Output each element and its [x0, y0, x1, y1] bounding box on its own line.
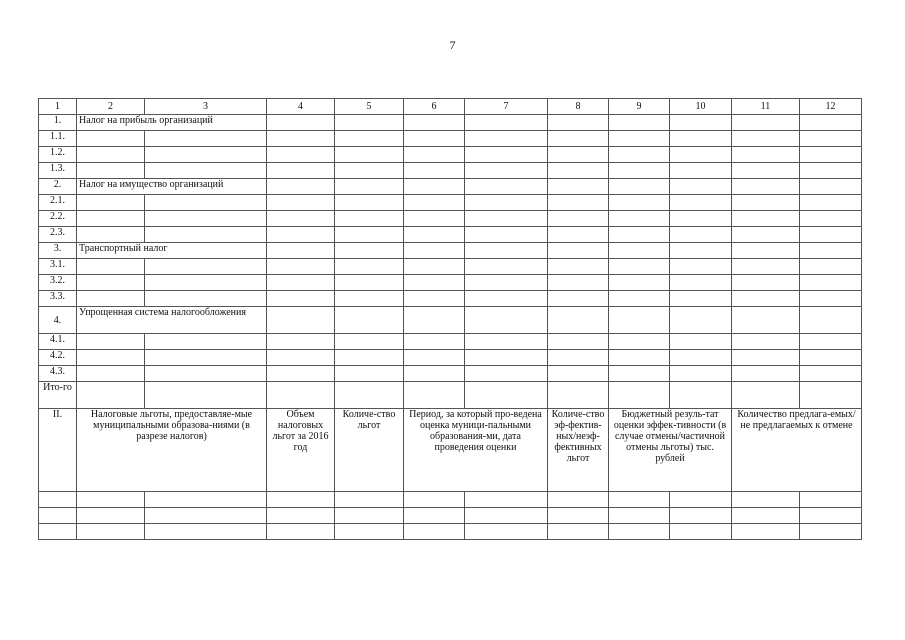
column-number: 3	[145, 99, 267, 115]
row-number: 1.1.	[39, 131, 77, 147]
subrow	[39, 195, 862, 211]
proposed-header: Количество предлага-емых/не предлагаемых к отмене	[732, 409, 862, 492]
row-number: 1.2.	[39, 147, 77, 163]
second-header-row	[39, 409, 862, 492]
count-header: Количе-ство льгот	[335, 409, 404, 492]
column-number: 10	[670, 99, 732, 115]
subrow	[39, 366, 862, 382]
section-title: Налог на имущество организаций	[77, 179, 267, 195]
row-number: 3.1.	[39, 259, 77, 275]
column-number: 7	[465, 99, 548, 115]
subrow	[39, 131, 862, 147]
row-number: 4.3.	[39, 366, 77, 382]
section-number: II.	[39, 409, 77, 492]
column-number: 2	[77, 99, 145, 115]
column-number: 1	[39, 99, 77, 115]
volume-header: Объем налоговых льгот за 2016 год	[267, 409, 335, 492]
subrow	[39, 350, 862, 366]
table-row	[39, 508, 862, 524]
row-number: 2.1.	[39, 195, 77, 211]
subrow	[39, 163, 862, 179]
column-number: 4	[267, 99, 335, 115]
section-title: Упрощенная система налогообложения	[77, 307, 267, 334]
section-number: 3.	[39, 243, 77, 259]
row-number: 3.2.	[39, 275, 77, 291]
table-row	[39, 492, 862, 508]
column-number: 5	[335, 99, 404, 115]
row-number: 4.2.	[39, 350, 77, 366]
total-label: Ито-го	[39, 382, 77, 409]
column-number: 6	[404, 99, 465, 115]
benefits-header: Налоговые льготы, предоставляе-мые муниципальными образова-ниями (в разрезе налогов)	[77, 409, 267, 492]
section-title: Налог на прибыль организаций	[77, 115, 267, 131]
period-header: Период, за который про-ведена оценка муници-пальными образования-ми, дата проведения оценки	[404, 409, 548, 492]
subrow	[39, 227, 862, 243]
row-number: 3.3.	[39, 291, 77, 307]
total-row	[39, 382, 862, 409]
column-number-row	[39, 99, 862, 115]
row-number: 2.3.	[39, 227, 77, 243]
section-row	[39, 115, 862, 131]
subrow	[39, 259, 862, 275]
subrow	[39, 334, 862, 350]
row-number: 4.1.	[39, 334, 77, 350]
subrow	[39, 291, 862, 307]
section-title: Транспортный налог	[77, 243, 267, 259]
section-number: 2.	[39, 179, 77, 195]
benefits-table	[38, 98, 862, 540]
section-row	[39, 307, 862, 334]
page-number: 7	[449, 38, 456, 52]
column-number: 8	[548, 99, 609, 115]
subrow	[39, 211, 862, 227]
section-row	[39, 179, 862, 195]
effective-header: Количе-ство эф-фектив-ных/неэф-фективных льгот	[548, 409, 609, 492]
row-number: 1.3.	[39, 163, 77, 179]
section-row	[39, 243, 862, 259]
subrow	[39, 147, 862, 163]
row-number: 2.2.	[39, 211, 77, 227]
column-number: 11	[732, 99, 800, 115]
budget-header: Бюджетный резуль-тат оценки эффек-тивности (в случае отмены/частичной отмены льготы) тыс. рублей	[609, 409, 732, 492]
column-number: 12	[800, 99, 862, 115]
subrow	[39, 275, 862, 291]
table-row	[39, 524, 862, 540]
section-number: 4.	[39, 307, 77, 334]
column-number: 9	[609, 99, 670, 115]
section-number: 1.	[39, 115, 77, 131]
